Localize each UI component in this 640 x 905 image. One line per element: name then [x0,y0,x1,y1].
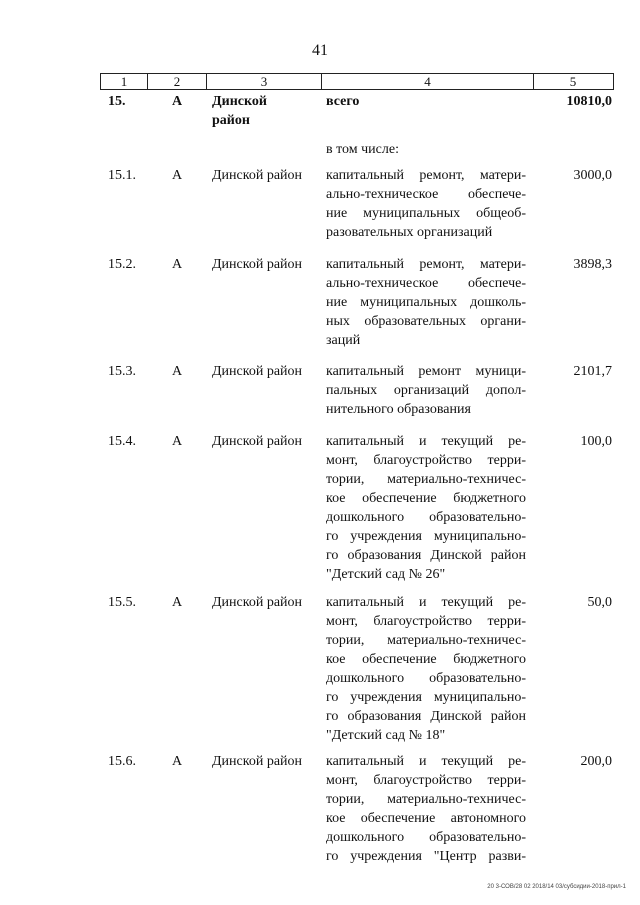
description-line: го учреждения "Центр разви- [326,849,526,864]
row-description [326,752,526,866]
row-district: Динской район [212,257,303,272]
row-description [326,255,526,350]
row-letter: А [172,94,183,109]
row-description: всего [326,94,360,109]
header-col-5: 5 [569,74,577,89]
row-amount: 2101,7 [573,364,612,379]
description-line: кое обеспечение бюджетного [326,491,526,506]
header-col-2: 2 [173,74,181,89]
row-district: Динской район [212,595,303,610]
description-line: капитальный и текущий ре- [326,595,526,610]
description-line: го учреждения муниципально- [326,529,526,544]
description-line: го образования Динской район [326,709,526,724]
description-line: монт, благоустройство терри- [326,773,526,788]
row-description [326,166,526,242]
description-line: кое обеспечение бюджетного [326,652,526,667]
description-line: монт, благоустройство терри- [326,614,526,629]
subtitle-text: в том числе: [326,142,399,157]
description-line: дошкольного образовательно- [326,830,526,845]
description-line: тории, материально-техничес- [326,633,526,648]
row-letter: А [172,595,183,610]
description-line: ных образовательных органи- [326,314,526,329]
row-amount: 50,0 [587,595,612,610]
description-line: разовательных организаций [326,225,493,240]
row-district: Динской район [212,364,303,379]
row-number: 15.4. [108,434,136,449]
description-line: ние муниципальных дошколь- [326,295,526,310]
description-line: тории, материально-техничес- [326,792,526,807]
description-line: кое обеспечение автономного [326,811,526,826]
row-number: 15.2. [108,257,136,272]
row-district: Динской район [212,434,303,449]
row-amount: 3898,3 [573,257,612,272]
description-line: капитальный и текущий ре- [326,754,526,769]
description-line: дошкольного образовательно- [326,510,526,525]
table-header-row [100,73,614,90]
page-number: 41 [312,42,328,59]
description-line: тории, материально-техничес- [326,472,526,487]
description-line: пальных организаций допол- [326,383,526,398]
row-description [326,593,526,745]
row-letter: А [172,168,183,183]
description-line: капитальный и текущий ре- [326,434,526,449]
description-line: монт, благоустройство терри- [326,453,526,468]
row-description [326,432,526,584]
row-number: 15.5. [108,595,136,610]
row-amount: 3000,0 [573,168,612,183]
row-district: Динской район [212,94,267,128]
row-number: 15. [108,94,126,109]
description-line: ально-техническое обеспече- [326,276,526,291]
row-description [326,362,526,419]
row-letter: А [172,364,183,379]
description-line: капитальный ремонт, матери- [326,257,526,272]
description-line: "Детский сад № 26" [326,567,446,582]
description-line: капитальный ремонт муници- [326,364,526,379]
description-line: "Детский сад № 18" [326,728,446,743]
description-line: ально-техническое обеспече- [326,187,526,202]
row-district: Динской район [212,754,303,769]
footer-reference: 20 3-СОВ/28 02 2018/14 03/субсидии-2018-прил-1 [487,884,626,890]
description-line: ние муниципальных общеоб- [326,206,526,221]
row-letter: А [172,754,183,769]
description-line: го учреждения муниципально- [326,690,526,705]
header-col-4: 4 [424,74,431,89]
row-amount: 10810,0 [566,94,612,109]
row-district: Динской район [212,168,303,183]
description-line: го образования Динской район [326,548,526,563]
row-amount: 100,0 [580,434,612,449]
row-number: 15.6. [108,754,136,769]
description-line: дошкольного образовательно- [326,671,526,686]
row-number: 15.3. [108,364,136,379]
description-line: заций [326,333,361,348]
row-number: 15.1. [108,168,136,183]
description-line: нительного образования [326,402,471,417]
row-letter: А [172,434,183,449]
description-line: капитальный ремонт, матери- [326,168,526,183]
row-letter: А [172,257,183,272]
row-amount: 200,0 [580,754,612,769]
header-col-3: 3 [260,74,268,89]
header-col-1: 1 [120,74,128,89]
